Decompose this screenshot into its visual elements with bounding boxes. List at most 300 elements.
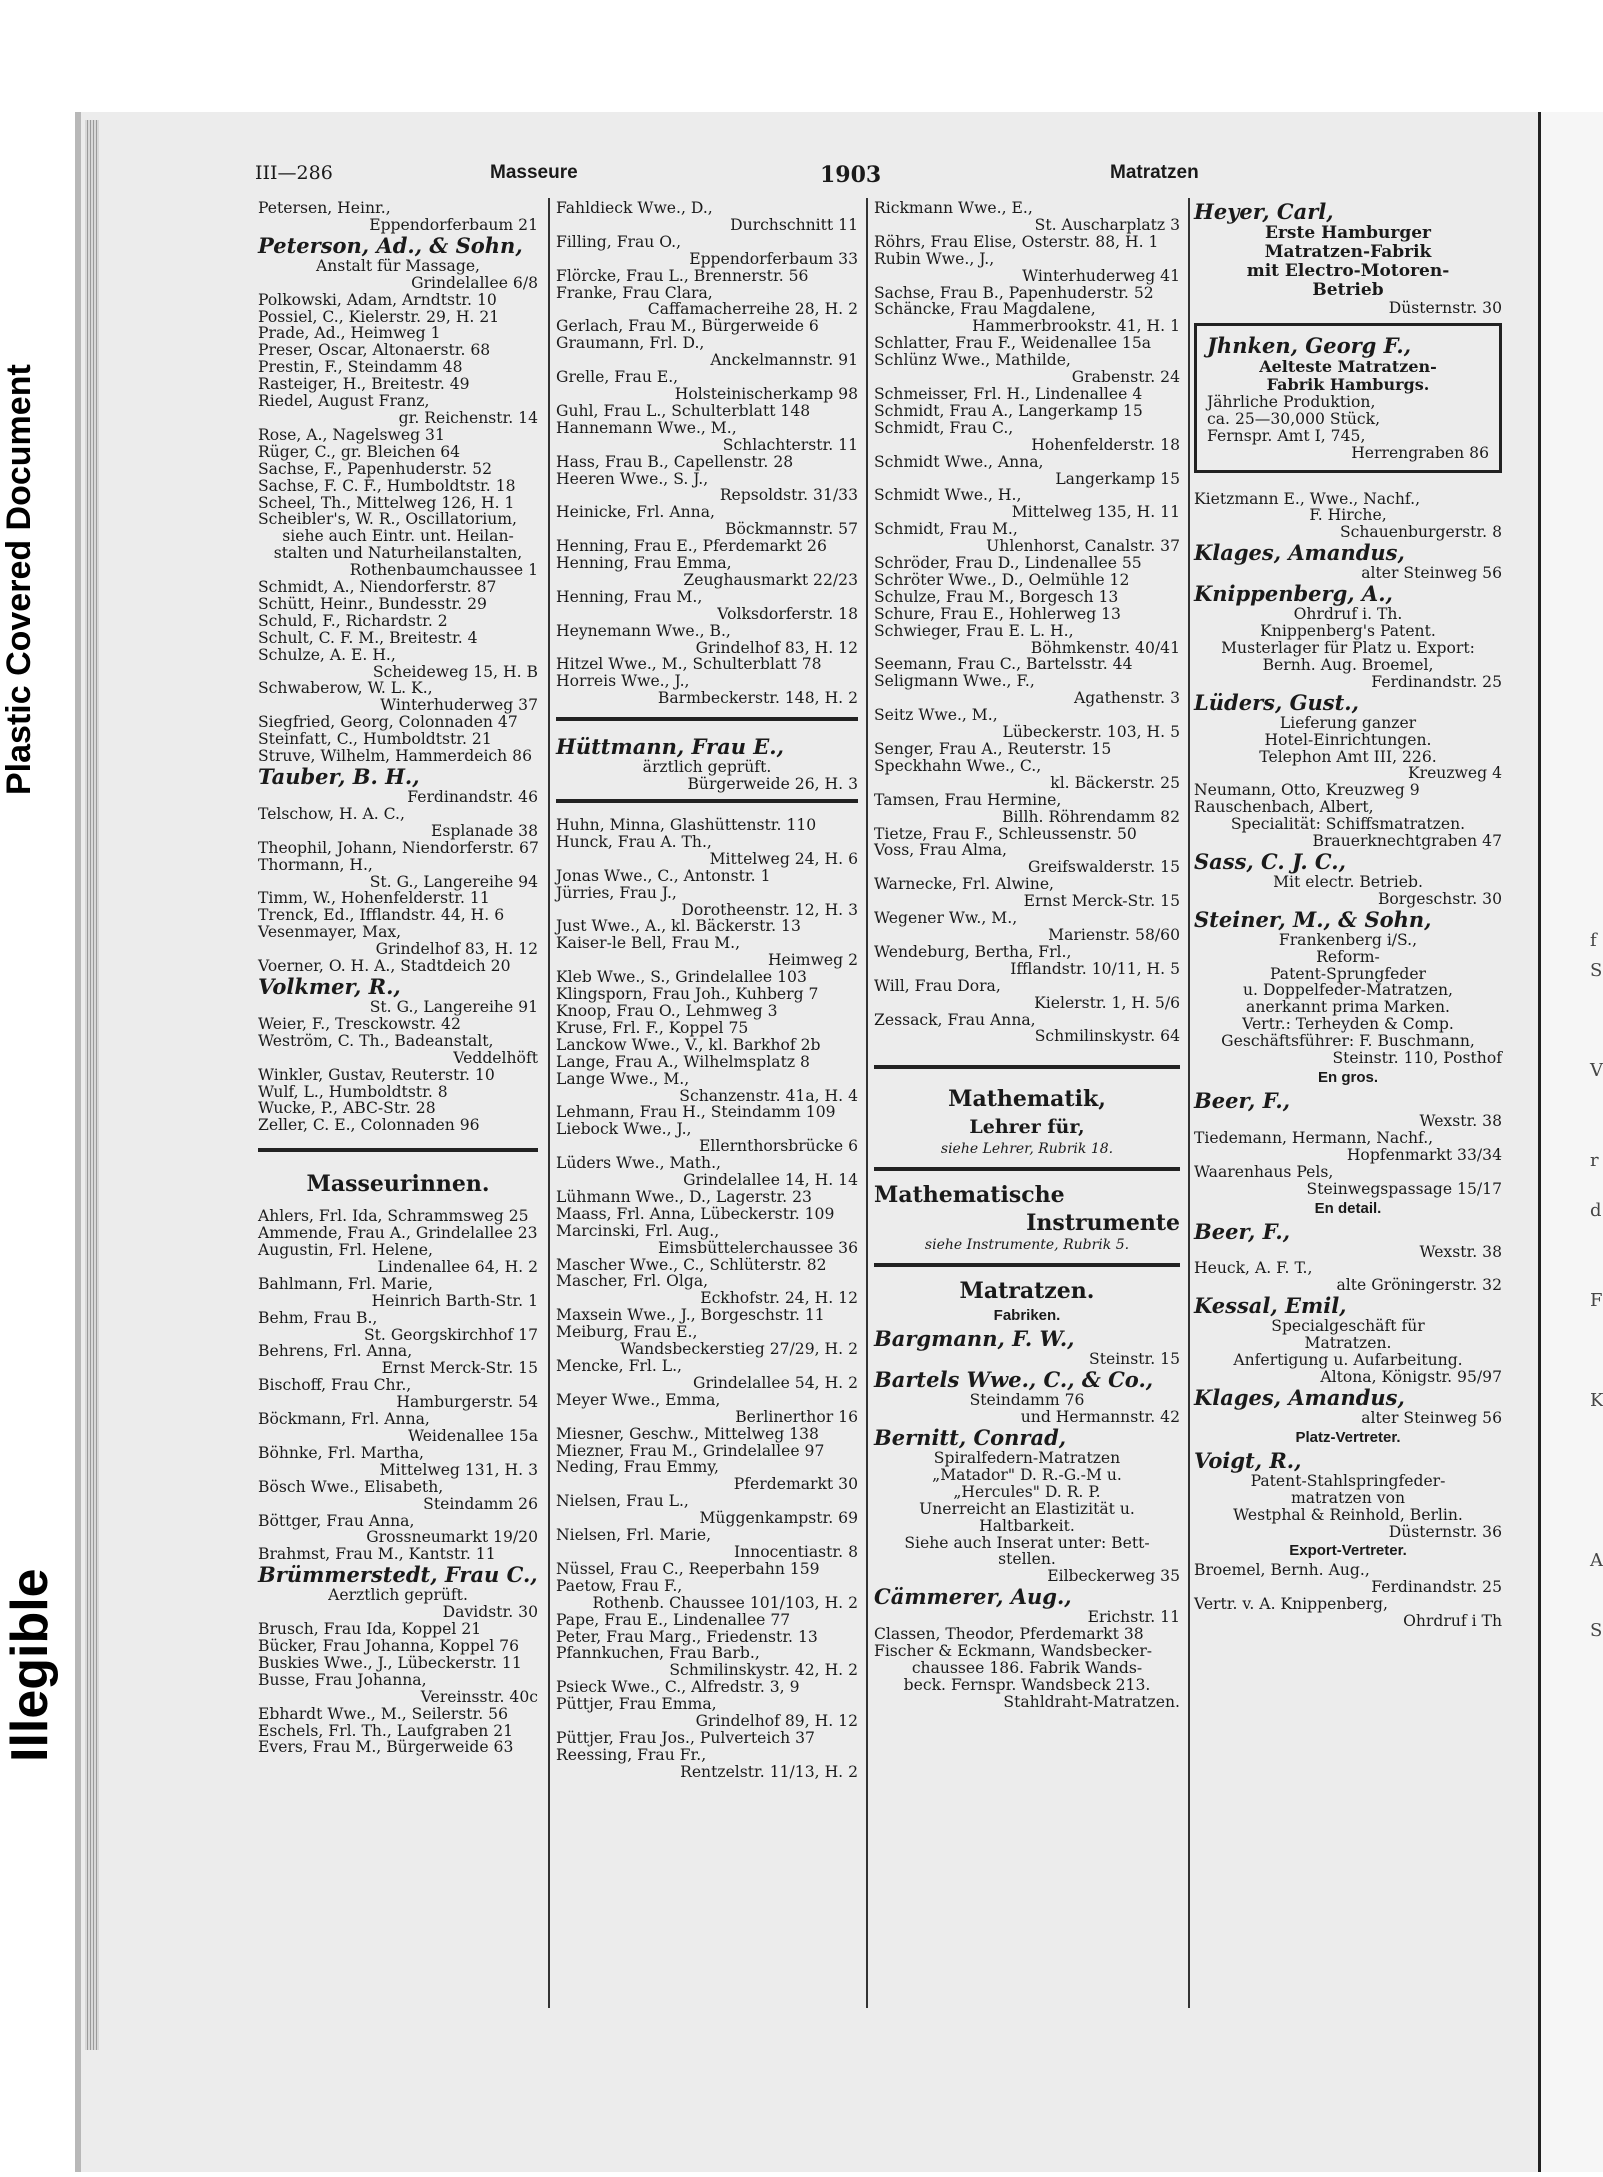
directory-entry: [874, 386, 1180, 403]
entry-name: Heeren Wwe., S. J.,: [556, 469, 709, 488]
entry-address: Marienstr. 58/60: [1048, 925, 1180, 944]
entry-name: Lanckow Wwe., V., kl. Barkhof 2b: [556, 1035, 821, 1054]
entry-name: Kietzmann E., Wwe., Nachf.,: [1194, 489, 1421, 508]
entry-name: Miezner, Frau M., Grindelallee 97: [556, 1441, 825, 1460]
entry-address: Eilbeckerweg 35: [1047, 1567, 1180, 1586]
entry-name: Flörcke, Frau L., Brennerstr. 56: [556, 266, 809, 285]
directory-entry: [258, 1310, 538, 1344]
entry-name: Steinfatt, C., Humboldtstr. 21: [258, 730, 492, 749]
entry-name: Kruse, Frl. F., Koppel 75: [556, 1018, 749, 1037]
entry-address: Schauenburgerstr. 8: [1339, 523, 1502, 542]
entry-name: Miesner, Geschw., Mittelweg 138: [556, 1424, 819, 1443]
entry-address: Ernst Merck-Str. 15: [381, 1359, 538, 1378]
advert-line: ca. 25—30,000 Stück,: [1207, 409, 1381, 428]
entry-address: Rothenb. Chaussee 101/103, H. 2: [592, 1593, 858, 1612]
directory-entry: [874, 978, 1180, 1012]
directory-entry: [556, 1054, 858, 1071]
directory-entry: [556, 589, 858, 623]
directory-entry: [556, 1071, 858, 1105]
entry-name: Sachse, F., Papenhuderstr. 52: [258, 459, 493, 478]
entry-name: Bernitt, Conrad,: [874, 1425, 1067, 1451]
entry-name: Pape, Frau E., Lindenallee 77: [556, 1610, 791, 1629]
directory-entry: [258, 1377, 538, 1411]
entry-address: Wexstr. 38: [1419, 1112, 1502, 1130]
advert-line: Matratzen-Fabrik: [1264, 242, 1432, 262]
directory-entry: [258, 1723, 538, 1740]
entry-line: Unerreicht an Elastizität u.: [919, 1499, 1135, 1518]
directory-entry: [556, 673, 858, 707]
entry-line: Reform-: [1316, 947, 1380, 966]
entry-address: Scheideweg 15, H. B: [372, 662, 538, 681]
entry-address: Veddelhöft: [453, 1048, 538, 1067]
entry-line: Hotel-Einrichtungen.: [1264, 730, 1432, 749]
entry-address: Dorotheenstr. 12, H. 3: [681, 900, 858, 919]
featured-entry: [556, 735, 858, 793]
directory-entry: [556, 918, 858, 935]
entry-address: Vereinsstr. 40c: [420, 1687, 538, 1706]
page-number: III—286: [255, 162, 333, 184]
entry-address: Hohenfelderstr. 18: [1031, 435, 1180, 454]
directory-entry: [556, 1324, 858, 1358]
entry-name: Reessing, Frau Fr.,: [556, 1745, 707, 1764]
entry-address: Bürgerweide 26, H. 3: [687, 775, 858, 794]
entry-line: Steindamm 76: [969, 1391, 1085, 1410]
entry-address: Ferdinandstr. 25: [1371, 672, 1502, 691]
entry-name: Bischoff, Frau Chr.,: [258, 1376, 412, 1395]
directory-entry: [556, 1273, 858, 1307]
entry-name: Fahldieck Wwe., D.,: [556, 199, 713, 217]
directory-entry: [556, 1679, 858, 1696]
directory-entry: [874, 352, 1180, 386]
section-heading: Masseurinnen.: [306, 1171, 490, 1198]
section-rule: [556, 717, 858, 721]
directory-entry: [556, 1561, 858, 1578]
entry-line: Specialität: Schiffsmatratzen.: [1230, 815, 1466, 834]
section-heading: Matratzen.: [959, 1278, 1095, 1305]
directory-entry: [258, 630, 538, 647]
entry-address: Schmilinskystr. 64: [1034, 1027, 1180, 1046]
directory-entry: [258, 1655, 538, 1672]
directory-entry: [556, 200, 858, 234]
entry-line: Spiralfedern-Matratzen: [933, 1449, 1121, 1468]
entry-name: Knippenberg, A.,: [1194, 581, 1393, 607]
entry-address: St. Auscharplatz 3: [1034, 215, 1180, 234]
advert-line: Fernspr. Amt I, 745,: [1207, 426, 1366, 445]
directory-entry: [874, 707, 1180, 741]
entry-address: Böckmannstr. 57: [725, 520, 858, 539]
directory-entry: [556, 234, 858, 268]
entry-name: Jonas Wwe., C., Antonstr. 1: [556, 866, 771, 885]
entry-line: Musterlager für Platz u. Export:: [1221, 638, 1475, 657]
directory-entry: [556, 335, 858, 369]
entry-name: Zeller, C. E., Colonnaden 96: [258, 1116, 480, 1135]
advert-line: Fabrik Hamburgs.: [1266, 374, 1430, 394]
directory-entry: [556, 1493, 858, 1527]
entry-address: Grindelallee 54, H. 2: [692, 1373, 858, 1392]
entry-name: Nüssel, Frau C., Reeperbahn 159: [556, 1559, 820, 1578]
entry-name: Evers, Frau M., Bürgerweide 63: [258, 1738, 514, 1757]
entry-name: Schäncke, Frau Magdalene,: [874, 300, 1096, 319]
facing-page-letter: V: [1590, 1060, 1603, 1081]
entry-address: und Hermannstr. 42: [1020, 1408, 1180, 1427]
directory-entry: [556, 1645, 858, 1679]
advert-box-jhnken: [1194, 323, 1502, 473]
entry-name: Pfannkuchen, Frau Barb.,: [556, 1644, 760, 1663]
entry-address: Heinrich Barth-Str. 1: [371, 1291, 538, 1310]
entry-name: Rose, A., Nagelsweg 31: [258, 425, 445, 444]
entry-name: Rickmann Wwe., E.,: [874, 199, 1033, 217]
directory-entry: [556, 538, 858, 555]
entry-address: Barmbeckerstr. 148, H. 2: [657, 689, 858, 708]
header-year: 1903: [820, 162, 882, 188]
entry-name: Henning, Frau M.,: [556, 587, 703, 606]
directory-entry: [874, 200, 1180, 234]
entry-address: Billh. Röhrendamm 82: [1002, 807, 1180, 826]
entry-address: St. G., Langereihe 94: [369, 872, 538, 891]
entry-line: Matratzen.: [1304, 1334, 1392, 1353]
entry-address: Stahldraht-Matratzen.: [1003, 1692, 1180, 1711]
directory-entry: [258, 342, 538, 359]
section-rule: [556, 799, 858, 803]
directory-entry: [556, 834, 858, 868]
entry-address: Pferdemarkt 30: [733, 1475, 858, 1494]
entry-address: Mittelweg 131, H. 3: [379, 1460, 538, 1479]
section-rule: [258, 1148, 538, 1152]
entry-name: Voerner, O. H. A., Stadtdeich 20: [258, 957, 511, 976]
entry-name: Schmidt Wwe., Anna,: [874, 452, 1044, 471]
directory-entry: [258, 857, 538, 891]
directory-entry: [874, 335, 1180, 352]
entry-name: Vesenmayer, Max,: [258, 923, 402, 942]
directory-entry: [258, 1479, 538, 1513]
directory-entry: [1194, 582, 1502, 691]
entry-address: alter Steinweg 56: [1361, 1408, 1502, 1427]
entry-address: Schmilinskystr. 42, H. 2: [669, 1661, 858, 1680]
entry-address: Repsoldstr. 31/33: [719, 486, 858, 505]
cross-reference: siehe Lehrer, Rubrik 18.: [940, 1141, 1114, 1158]
directory-entry: [874, 944, 1180, 978]
entry-name: Neumann, Otto, Kreuzweg 9: [1194, 781, 1420, 800]
entry-name: Steiner, M., & Sohn,: [1194, 906, 1432, 932]
directory-entry: [258, 393, 538, 427]
directory-entry: [258, 200, 538, 234]
section-heading: Instrumente: [1026, 1210, 1180, 1237]
entry-name: Schröder, Frau D., Lindenallee 55: [874, 554, 1142, 573]
directory-entry: [258, 958, 538, 975]
entry-name: Psieck Wwe., C., Alfredstr. 3, 9: [556, 1678, 800, 1697]
directory-entry: [258, 596, 538, 613]
entry-name: Schlünz Wwe., Mathilde,: [874, 351, 1071, 370]
entry-name: Ammende, Frau A., Grindelallee 23: [258, 1224, 538, 1243]
directory-entry: [874, 673, 1180, 707]
entry-name: Will, Frau Dora,: [874, 976, 1001, 995]
entry-name: Bahlmann, Frl. Marie,: [258, 1274, 433, 1293]
entry-name: Theophil, Johann, Niendorferstr. 67: [258, 838, 539, 857]
entry-address: Weidenallee 15a: [407, 1427, 538, 1445]
entry-name: Struve, Wilhelm, Hammerdeich 86: [258, 747, 533, 766]
cross-reference: siehe Instrumente, Rubrik 5.: [924, 1237, 1130, 1254]
directory-entry: [874, 842, 1180, 876]
directory-entry: [874, 1368, 1180, 1426]
entry-name: Gerlach, Frau M., Bürgerweide 6: [556, 317, 819, 336]
entry-name: Nielsen, Frl. Marie,: [556, 1526, 712, 1545]
entry-name: Lange, Frau A., Wilhelmsplatz 8: [556, 1052, 810, 1071]
entry-address: Grindelallee 6/8: [411, 273, 538, 292]
directory-entry: [556, 369, 858, 403]
directory-entry: [1194, 491, 1502, 542]
entry-name: Rasteiger, H., Breitestr. 49: [258, 375, 470, 394]
directory-entry: [874, 1585, 1180, 1626]
directory-entry: [258, 511, 538, 579]
advert-line: Erste Hamburger: [1265, 223, 1431, 243]
directory-entry: [1194, 1562, 1502, 1596]
directory-entry: [556, 1459, 858, 1493]
entry-name: Preser, Oscar, Altonaerstr. 68: [258, 341, 491, 360]
entry-name: Seligmann Wwe., F.,: [874, 672, 1035, 691]
entry-address: Berlinerthor 16: [735, 1407, 858, 1426]
entry-name: Huhn, Minna, Glashüttenstr. 110: [556, 816, 817, 834]
entry-name: Schure, Frau E., Hohlerweg 13: [874, 604, 1121, 623]
entry-address: Herrengraben 86: [1351, 443, 1489, 462]
entry-address: Ferdinandstr. 25: [1371, 1578, 1502, 1597]
entry-name: Röhrs, Frau Elise, Osterstr. 88, H. 1: [874, 232, 1159, 251]
entry-line: Specialgeschäft für: [1271, 1317, 1425, 1336]
entry-name: Henning, Frau E., Pferdemarkt 26: [556, 537, 827, 556]
advert-line: Jährliche Produktion,: [1207, 392, 1376, 411]
entry-address: Düsternstr. 30: [1388, 299, 1502, 317]
directory-entry: [556, 454, 858, 471]
facing-page-letter: F: [1590, 1290, 1603, 1311]
page-header: [255, 162, 1465, 186]
section-rule: [874, 1167, 1180, 1171]
directory-entry: [556, 285, 858, 319]
directory-entry: [556, 268, 858, 285]
directory-entry: [258, 1225, 538, 1242]
directory-entry: [258, 234, 538, 292]
entry-address: Grindelhof 83, H. 12: [695, 638, 858, 657]
column-3: [874, 200, 1180, 1711]
directory-entry: [258, 359, 538, 376]
directory-entry: [258, 325, 538, 342]
entry-name: Scheibler's, W. R., Oscillatorium,: [258, 510, 518, 529]
entry-line: u. Doppelfeder-Matratzen,: [1243, 981, 1453, 1000]
directory-entry: [556, 1155, 858, 1189]
entry-name: Grelle, Frau E.,: [556, 368, 679, 387]
entry-name: Mascher Wwe., C., Schlüterstr. 82: [556, 1255, 827, 1274]
entry-name: Zessack, Frau Anna,: [874, 1010, 1036, 1029]
directory-entry: [258, 1100, 538, 1117]
entry-address: Düsternstr. 36: [1388, 1522, 1502, 1541]
directory-entry: [1194, 1260, 1502, 1294]
entry-line: chaussee 186. Fabrik Wands-: [911, 1659, 1143, 1677]
entry-name: Prade, Ad., Heimweg 1: [258, 324, 441, 343]
entry-address: alte Gröningerstr. 32: [1336, 1276, 1502, 1295]
entry-address: Grabenstr. 24: [1071, 368, 1180, 387]
entry-name: Liebock Wwe., J.,: [556, 1120, 692, 1139]
header-right-title: Matratzen: [1110, 162, 1199, 183]
entry-name: Hunck, Frau A. Th.,: [556, 832, 712, 851]
entry-line: Anstalt für Massage,: [315, 256, 481, 275]
entry-address: Volksdorferstr. 18: [717, 604, 858, 623]
entry-address: Borgeschstr. 30: [1377, 889, 1502, 908]
entry-name: Hass, Frau B., Capellenstr. 28: [556, 452, 794, 471]
directory-entry: [556, 420, 858, 454]
directory-entry: [258, 1067, 538, 1084]
directory-entry: [556, 1392, 858, 1426]
entry-address: Ohrdruf i Th: [1403, 1612, 1502, 1631]
entry-line: Frankenberg i/S.,: [1278, 930, 1418, 949]
directory-entry: [874, 521, 1180, 555]
entry-name: Voss, Frau Alma,: [874, 841, 1007, 860]
advert-line: Aelteste Matratzen-: [1259, 356, 1437, 376]
section-rule: [874, 1263, 1180, 1267]
entry-name: Böhnke, Frl. Martha,: [258, 1443, 424, 1462]
entry-name: Meiburg, Frau E.,: [556, 1323, 698, 1342]
entry-address: Grindelhof 83, H. 12: [375, 940, 538, 959]
directory-entry: [1194, 541, 1502, 582]
entry-line: stalten und Naturheilanstalten,: [273, 544, 523, 563]
entry-address: Greifswalderstr. 15: [1028, 858, 1180, 877]
entry-line: Siehe auch Inserat unter: Bett-: [904, 1533, 1150, 1552]
entry-line: Lieferung ganzer: [1279, 713, 1417, 732]
entry-address: Heimweg 2: [767, 951, 858, 970]
directory-entry: [874, 792, 1180, 826]
entry-address: Eppendorferbaum 21: [369, 215, 538, 234]
entry-name: Schröter Wwe., D., Oelmühle 12: [874, 570, 1130, 589]
directory-entry: [874, 656, 1180, 673]
facing-page-strip: [1538, 112, 1603, 2172]
entry-address: Rothenbaumchaussee 1: [349, 561, 538, 580]
directory-entry: [258, 975, 538, 1016]
entry-address: Grossneumarkt 19/20: [366, 1528, 538, 1547]
entry-name: Brusch, Frau Ida, Koppel 21: [258, 1620, 482, 1639]
entry-line: stellen.: [998, 1550, 1056, 1569]
entry-name: Wegener Ww., M.,: [874, 909, 1018, 928]
directory-entry: [258, 495, 538, 512]
entry-address: Grindelallee 14, H. 14: [683, 1171, 858, 1190]
entry-name: Behm, Frau B.,: [258, 1308, 378, 1327]
directory-entry: [258, 840, 538, 857]
entry-name: Classen, Theodor, Pferdemarkt 38: [874, 1625, 1144, 1644]
entry-name: Schult, C. F. M., Breitestr. 4: [258, 628, 478, 647]
entry-name: Schlatter, Frau F., Weidenallee 15a: [874, 334, 1152, 353]
entry-address: gr. Reichenstr. 14: [398, 408, 538, 427]
entry-address: Erichstr. 11: [1087, 1608, 1180, 1627]
facing-page-letter: S: [1590, 1620, 1603, 1641]
entry-address: Uhlenhorst, Canalstr. 37: [986, 537, 1180, 556]
entry-name: Weström, C. Th., Badeanstalt,: [258, 1031, 494, 1050]
directory-entry: [874, 251, 1180, 285]
entry-name: Warnecke, Frl. Alwine,: [874, 875, 1055, 894]
directory-entry: [258, 1563, 538, 1621]
entry-name: Heyer, Carl,: [1194, 199, 1334, 224]
directory-entry: [874, 403, 1180, 420]
entry-name: Polkowski, Adam, Arndtstr. 10: [258, 290, 497, 309]
entry-address: Davidstr. 30: [442, 1603, 538, 1622]
directory-entry: [1194, 1130, 1502, 1164]
entry-name: Schmidt, Frau M.,: [874, 520, 1018, 539]
entry-address: alter Steinweg 56: [1361, 564, 1502, 583]
directory-entry: [258, 309, 538, 326]
entry-name: Heinicke, Frl. Anna,: [556, 503, 715, 522]
entry-name: Senger, Frau A., Reuterstr. 15: [874, 740, 1112, 758]
directory-entry: [258, 1672, 538, 1706]
entry-line: Geschäftsführer: F. Buschmann,: [1221, 1032, 1475, 1051]
entry-name: Peterson, Ad., & Sohn,: [258, 232, 523, 258]
entry-address: Müggenkampstr. 69: [699, 1509, 858, 1528]
directory-entry: [258, 461, 538, 478]
entry-name: Bargmann, F. W.,: [874, 1326, 1075, 1352]
entry-name: Marcinski, Frl. Aug.,: [556, 1221, 720, 1240]
plastic-covered-label: Plastic Covered Document: [0, 364, 38, 796]
directory-entry: [556, 1747, 858, 1781]
entry-name: Trenck, Ed., Ifflandstr. 44, H. 6: [258, 906, 505, 925]
directory-entry: [258, 444, 538, 461]
directory-entry: [556, 1189, 858, 1206]
entry-name: Böttger, Frau Anna,: [258, 1511, 415, 1530]
directory-entry: [258, 427, 538, 444]
entry-address: Böhmkenstr. 40/41: [1030, 638, 1180, 657]
directory-entry: [874, 741, 1180, 758]
section-subheading: Lehrer für,: [969, 1116, 1085, 1139]
directory-entry: [1194, 691, 1502, 783]
directory-entry: [258, 907, 538, 924]
directory-entry: [258, 731, 538, 748]
header-left-title: Masseure: [490, 162, 578, 183]
entry-name: Cämmerer, Aug.,: [874, 1584, 1072, 1610]
entry-address: Lindenallee 64, H. 2: [377, 1257, 538, 1276]
directory-entry: [556, 471, 858, 505]
entry-address: Schanzenstr. 41a, H. 4: [679, 1086, 858, 1105]
entry-name: Meyer Wwe., Emma,: [556, 1390, 721, 1409]
section-heading: Mathematik,: [948, 1086, 1106, 1113]
entry-line: beck. Fernspr. Wandsbeck 213.: [903, 1675, 1151, 1694]
entry-name: Schmidt, Frau C.,: [874, 418, 1014, 437]
column-rule: [866, 198, 868, 2008]
entry-line: Mit electr. Betrieb.: [1273, 872, 1423, 891]
entry-name: Schütt, Heinr., Bundesstr. 29: [258, 594, 487, 613]
entry-address: St. Georgskirchhof 17: [363, 1325, 538, 1344]
directory-entry: [874, 910, 1180, 944]
entry-name: Prestin, F., Steindamm 48: [258, 358, 463, 377]
entry-name: Tiedemann, Hermann, Nachf.,: [1194, 1128, 1434, 1147]
entry-address: Brauerknechtgraben 47: [1312, 832, 1502, 851]
directory-entry: [1194, 1449, 1502, 1541]
facing-page-letter: S: [1590, 960, 1603, 981]
directory-entry: [556, 1443, 858, 1460]
entry-name: Seitz Wwe., M.,: [874, 706, 998, 725]
entry-name: Nielsen, Frau L.,: [556, 1492, 689, 1511]
entry-name: Klages, Amandus,: [1194, 1384, 1405, 1410]
entry-address: Esplanade 38: [430, 821, 538, 840]
directory-entry: [874, 487, 1180, 521]
directory-entry: [556, 1020, 858, 1037]
entry-address: Wexstr. 38: [1419, 1242, 1502, 1261]
entry-name: Maxsein Wwe., J., Borgeschstr. 11: [556, 1306, 825, 1325]
directory-entry: [556, 318, 858, 335]
directory-entry: [874, 555, 1180, 572]
directory-entry: [874, 1643, 1180, 1711]
section-subheading: Platz-Vertreter.: [1295, 1428, 1401, 1446]
entry-address: Mittelweg 24, H. 6: [709, 849, 858, 868]
entry-name: Wulf, L., Humboldtstr. 8: [258, 1082, 448, 1101]
entry-name: Schwaberow, W. L. K.,: [258, 679, 433, 698]
entry-name: Kleb Wwe., S., Grindelallee 103: [556, 968, 807, 987]
section-subheading: Fabriken.: [993, 1307, 1061, 1325]
section-rule: [874, 1065, 1180, 1069]
entry-line: matratzen von: [1290, 1488, 1406, 1507]
entry-name: Mencke, Frl. L.,: [556, 1357, 683, 1375]
